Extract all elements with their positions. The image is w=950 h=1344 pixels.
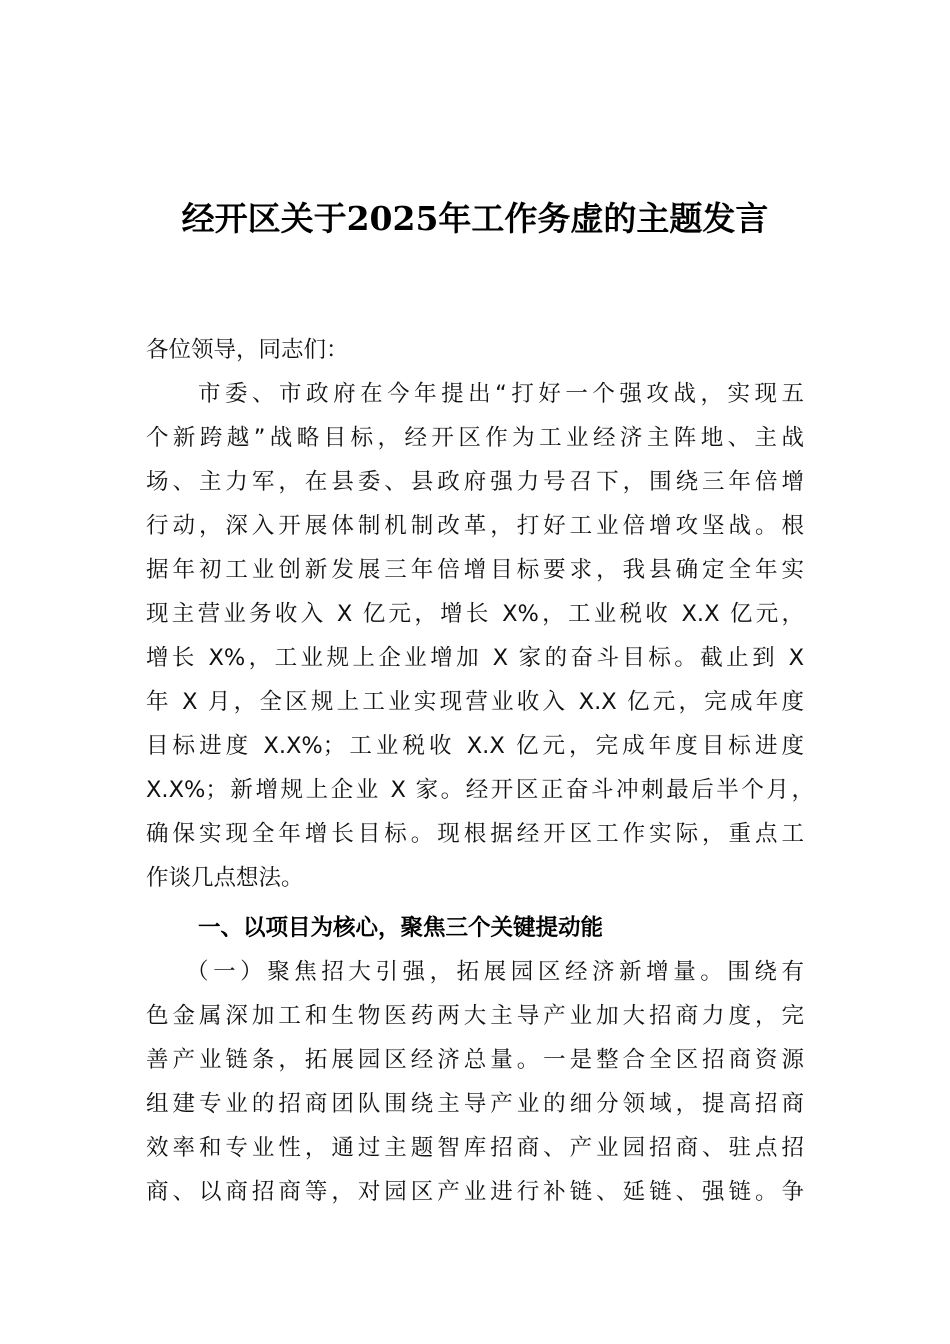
paragraph-line: 效率和专业性，通过主题智库招商、产业园招商、驻点招 (146, 1135, 804, 1161)
paragraph-line: 个新跨越”战略目标，经开区作为工业经济主阵地、主战 (146, 425, 804, 451)
paragraph-line: 组建专业的招商团队围绕主导产业的细分领域，提高招商 (146, 1091, 804, 1117)
paragraph-line: 现主营业务收入 X 亿元，增长 X%，工业税收 X.X 亿元， (146, 601, 804, 627)
paragraph-line: 据年初工业创新发展三年倍增目标要求，我县确定全年实 (146, 557, 804, 583)
salutation: 各位领导，同志们： (146, 337, 349, 363)
paragraph-line: 色金属深加工和生物医药两大主导产业加大招商力度，完 (146, 1003, 804, 1029)
paragraph-line: 商、以商招商等，对园区产业进行补链、延链、强链。争 (146, 1179, 804, 1205)
paragraph-line: 目标进度 X.X%；工业税收 X.X 亿元，完成年度目标进度 (146, 733, 804, 759)
paragraph-line: 确保实现全年增长目标。现根据经开区工作实际，重点工 (146, 821, 804, 847)
paragraph-line: 作谈几点想法。 (146, 865, 304, 891)
paragraph-line: （一）聚焦招大引强，拓展园区经济新增量。围绕有 (186, 959, 804, 985)
section-heading-1: 一、以项目为核心，聚焦三个关键提动能 (198, 915, 604, 941)
paragraph-line: X.X%；新增规上企业 X 家。经开区正奋斗冲刺最后半个月， (146, 777, 814, 803)
paragraph-line: 市委、市政府在今年提出“打好一个强攻战，实现五 (198, 381, 804, 407)
paragraph-line: 行动，深入开展体制机制改革，打好工业倍增攻坚战。根 (146, 513, 804, 539)
paragraph-line: 增长 X%，工业规上企业增加 X 家的奋斗目标。截止到 X (146, 645, 804, 671)
paragraph-line: 年 X 月，全区规上工业实现营业收入 X.X 亿元，完成年度 (146, 689, 804, 715)
paragraph-line: 场、主力军，在县委、县政府强力号召下，围绕三年倍增 (146, 469, 804, 495)
paragraph-line: 善产业链条，拓展园区经济总量。一是整合全区招商资源 (146, 1047, 804, 1073)
document-title: 经开区关于2025年工作务虚的主题发言 (181, 199, 769, 238)
